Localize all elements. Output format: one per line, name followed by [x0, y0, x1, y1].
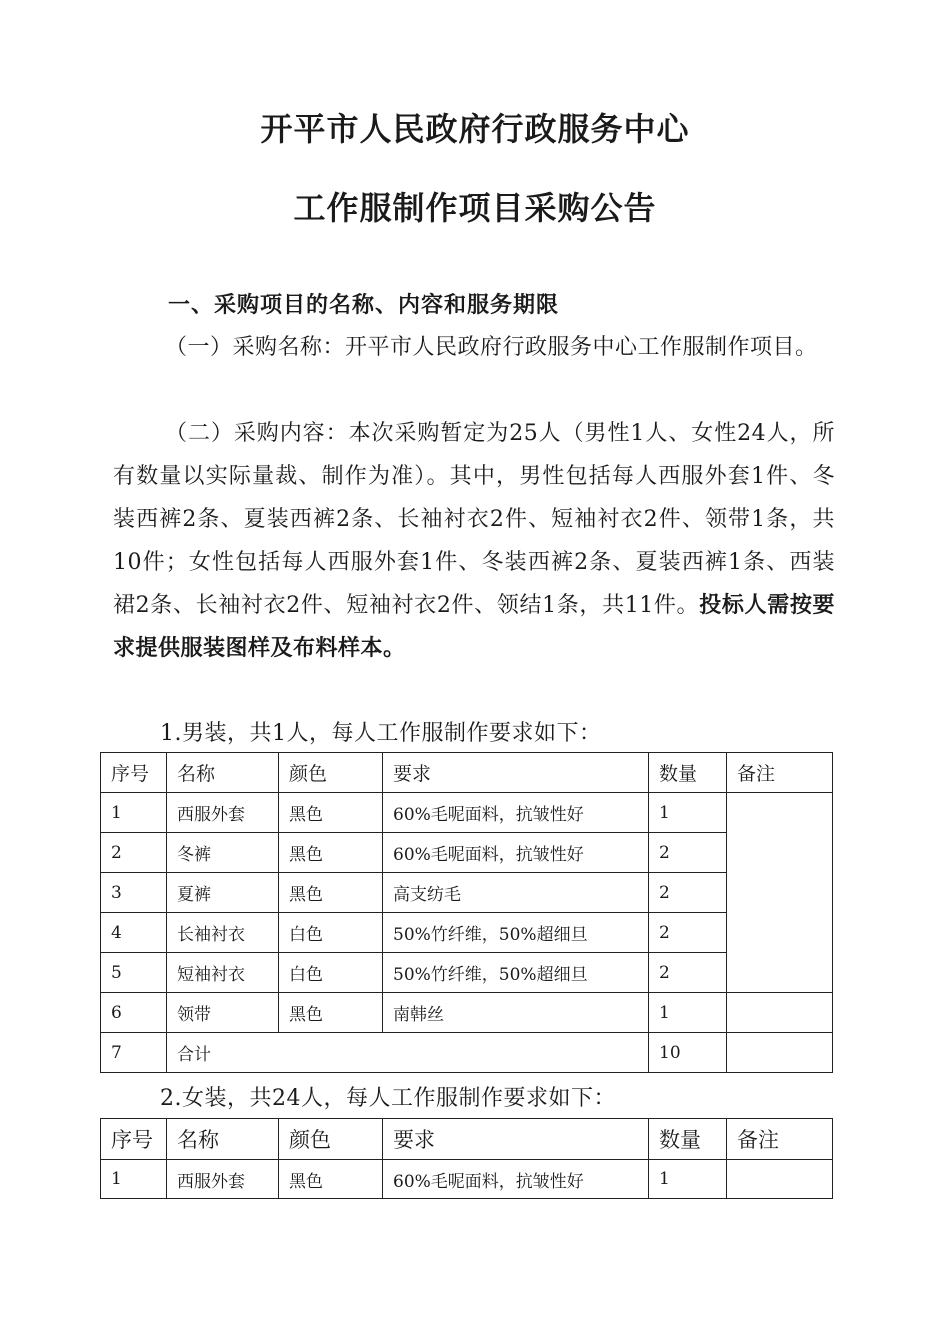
table-row [101, 793, 833, 833]
cell-color: 黑色 [279, 833, 383, 873]
cell-name: 长袖衬衣 [167, 913, 279, 953]
cell-color: 黑色 [279, 993, 383, 1033]
header-color: 颜色 [279, 753, 383, 793]
table-row [101, 953, 833, 993]
header-quantity: 数量 [649, 753, 727, 793]
document-title-line1: 开平市人民政府行政服务中心 [260, 110, 690, 148]
cell-requirement: 南韩丝 [383, 993, 649, 1033]
document-title-line2: 工作服制作项目采购公告 [293, 189, 657, 227]
cell-seq: 4 [101, 913, 167, 953]
table-header-row [101, 753, 833, 793]
men-spec-table [100, 752, 833, 1073]
cell-seq: 5 [101, 953, 167, 993]
cell-name: 冬裤 [167, 833, 279, 873]
cell-color: 白色 [279, 953, 383, 993]
cell-quantity: 2 [649, 833, 727, 873]
header-color: 颜色 [279, 1119, 383, 1160]
section1-heading: 一、采购项目的名称、内容和服务期限 [168, 293, 560, 318]
women-spec-table [100, 1118, 833, 1199]
cell-name: 领带 [167, 993, 279, 1033]
cell-total-quantity: 10 [649, 1033, 727, 1073]
item2-text: （二）采购内容：本次采购暂定为25人（男性1人、女性24人，所有数量以实际量裁、制作为准）。其中，男性包括每人西服外套1件、冬装西裤2条、夏装西裤2条、长袖衬衣2件、短袖衬衣2件、领带1条，共10件；女性包括每人西服外套1件、冬装西裤2条、夏装西裤1条、西装裙2条、长袖衬衣2件、短袖衬衣2件、领结1条，共11件。 [113, 421, 835, 618]
table-row [101, 913, 833, 953]
cell-requirement: 高支纺毛 [383, 873, 649, 913]
cell-remark [727, 1033, 833, 1073]
cell-seq: 7 [101, 1033, 167, 1073]
cell-quantity: 1 [649, 1160, 727, 1199]
cell-quantity: 2 [649, 873, 727, 913]
item1-paragraph: （一）采购名称：开平市人民政府行政服务中心工作服制作项目。 [165, 335, 818, 360]
table-row [101, 873, 833, 913]
cell-seq: 6 [101, 993, 167, 1033]
cell-seq: 1 [101, 793, 167, 833]
cell-color: 黑色 [279, 1160, 383, 1199]
cell-color: 黑色 [279, 873, 383, 913]
header-seq: 序号 [101, 1119, 167, 1160]
cell-requirement: 60%毛呢面料，抗皱性好 [383, 1160, 649, 1199]
cell-color: 白色 [279, 913, 383, 953]
cell-name: 西服外套 [167, 1160, 279, 1199]
table-row [101, 993, 833, 1033]
cell-remark [727, 1160, 833, 1199]
men-table-caption: 1.男装，共1人，每人工作服制作要求如下： [160, 721, 602, 746]
table-header-row [101, 1119, 833, 1160]
cell-name: 短袖衬衣 [167, 953, 279, 993]
cell-quantity: 1 [649, 993, 727, 1033]
item2-bold-note: 投标人需按要求提供服装图样及布料样本。 [113, 593, 835, 661]
cell-name: 夏裤 [167, 873, 279, 913]
cell-quantity: 2 [649, 953, 727, 993]
item2-paragraph [113, 412, 835, 670]
cell-color: 黑色 [279, 793, 383, 833]
cell-name: 西服外套 [167, 793, 279, 833]
cell-requirement: 50%竹纤维，50%超细旦 [383, 913, 649, 953]
header-requirement: 要求 [383, 1119, 649, 1160]
header-remark: 备注 [727, 753, 833, 793]
women-table-caption: 2.女装，共24人，每人工作服制作要求如下： [160, 1086, 616, 1111]
header-quantity: 数量 [649, 1119, 727, 1160]
cell-requirement: 60%毛呢面料，抗皱性好 [383, 833, 649, 873]
cell-requirement: 50%竹纤维，50%超细旦 [383, 953, 649, 993]
cell-seq: 2 [101, 833, 167, 873]
cell-quantity: 2 [649, 913, 727, 953]
cell-seq: 3 [101, 873, 167, 913]
table-total-row [101, 1033, 833, 1073]
cell-remark-merged [727, 793, 833, 993]
cell-requirement: 60%毛呢面料，抗皱性好 [383, 793, 649, 833]
cell-seq: 1 [101, 1160, 167, 1199]
cell-remark [727, 993, 833, 1033]
header-requirement: 要求 [383, 753, 649, 793]
header-remark: 备注 [727, 1119, 833, 1160]
header-name: 名称 [167, 1119, 279, 1160]
table-row [101, 1160, 833, 1199]
header-name: 名称 [167, 753, 279, 793]
cell-total-label: 合计 [167, 1033, 649, 1073]
table-row [101, 833, 833, 873]
cell-quantity: 1 [649, 793, 727, 833]
header-seq: 序号 [101, 753, 167, 793]
